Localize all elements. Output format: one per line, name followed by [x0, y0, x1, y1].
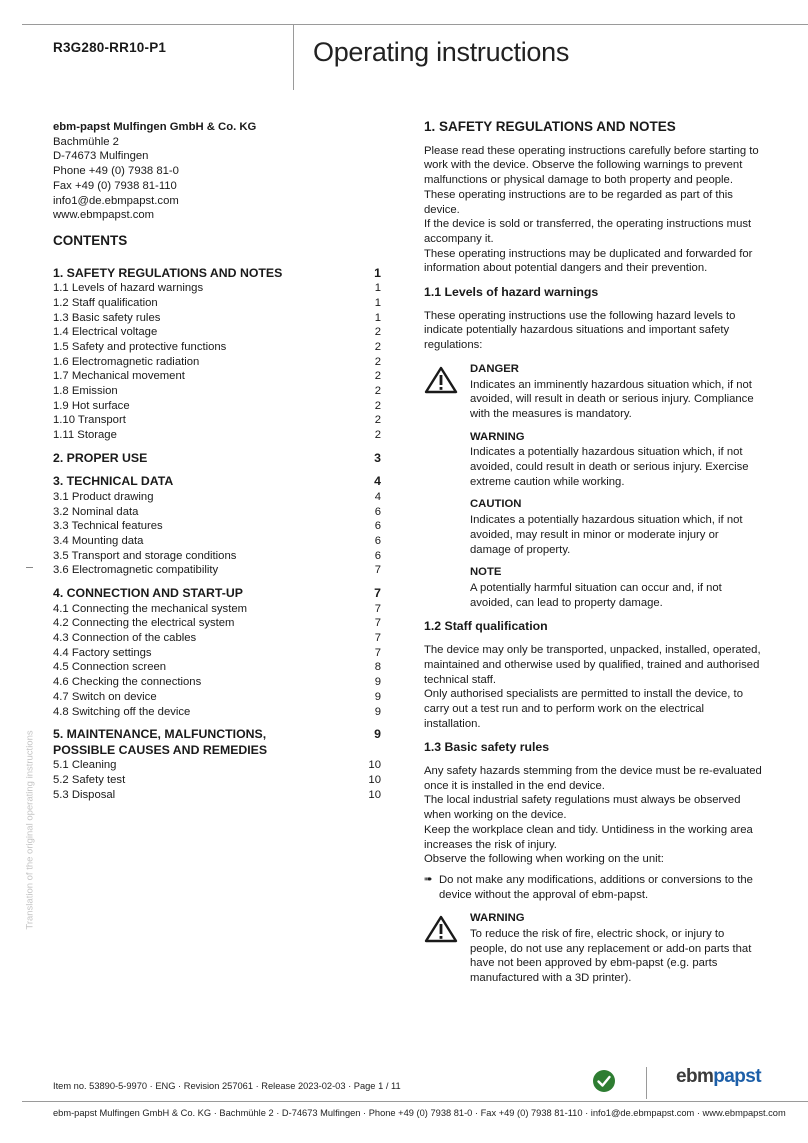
toc-page-number: 7 [374, 586, 381, 601]
toc-item[interactable] [53, 788, 381, 803]
green-badge-icon [592, 1069, 616, 1093]
toc-page-number: 2 [374, 414, 381, 427]
toc-item-label: 3.6 Electromagnetic compatibility [53, 564, 219, 577]
paragraph: The device may only be transported, unpacked, installed, operated, maintained and otherwise used by qualified, trained and authorised technical staff. [424, 644, 761, 686]
company-fax: Fax +49 (0) 7938 81-110 [53, 179, 177, 192]
toc-page-number: 9 [374, 690, 381, 703]
paragraph: Keep the workplace clean and tidy. Untidiness in the working area increases the risk of injury. [424, 823, 753, 851]
hazard-label: NOTE [470, 566, 502, 579]
toc-item-label: 3.4 Mounting data [53, 534, 144, 547]
company-email[interactable]: info1@de.ebmpapst.com [53, 194, 179, 207]
paragraph: Any safety hazards stemming from the device must be re-evaluated once it is installed in the end device. [424, 765, 762, 792]
toc-item-label: 4.5 Connection screen [53, 661, 167, 674]
toc-item-label: 1.3 Basic safety rules [53, 311, 161, 324]
section-1-1-heading: 1.1 Levels of hazard warnings [424, 285, 599, 300]
toc-item[interactable] [53, 690, 381, 705]
section-1-heading: 1. SAFETY REGULATIONS AND NOTES [424, 119, 676, 134]
toc-page-number: 2 [374, 429, 381, 442]
company-street: Bachmühle 2 [53, 135, 119, 148]
toc-page-number: 3 [374, 450, 381, 465]
footer-address: ebm-papst Mulfingen GmbH & Co. KG · Bachmühle 2 · D-74673 Mulfingen · Phone +49 (0) 7938 81-0 · Fax +49 (0) 7938 81-110 · info1@de.ebmpapst.com · www.ebmpapst.com [53, 1108, 786, 1118]
toc-item-label: 1.4 Electrical voltage [53, 326, 158, 339]
toc-section[interactable] [53, 586, 381, 602]
toc-item[interactable] [53, 369, 381, 384]
toc-item[interactable] [53, 602, 381, 617]
toc-item[interactable] [53, 355, 381, 370]
toc-page-number: 9 [374, 727, 381, 742]
toc-section[interactable] [53, 727, 381, 758]
paragraph: The local industrial safety regulations must always be observed when working on the device. [424, 794, 741, 822]
toc-item[interactable] [53, 384, 381, 399]
list-item [424, 873, 762, 902]
toc-item[interactable] [53, 758, 381, 773]
paragraph: These operating instructions use the following hazard levels to indicate potentially hazardous situations and important safety regulations: [424, 309, 736, 352]
toc-item[interactable] [53, 646, 381, 661]
toc-section-label: 3. TECHNICAL DATA [53, 474, 174, 489]
paragraph: These operating instructions may be duplicated and forwarded for information about potential dangers and their prevention. [424, 247, 753, 275]
table-of-contents [53, 266, 381, 803]
toc-item[interactable] [53, 505, 381, 520]
toc-section-label: 2. PROPER USE [53, 450, 148, 465]
toc-item[interactable] [53, 705, 381, 720]
toc-page-number: 6 [374, 520, 381, 533]
toc-page-number: 7 [374, 602, 381, 615]
toc-page-number: 8 [374, 661, 381, 674]
toc-page-number: 10 [368, 773, 381, 786]
toc-item-label: 4.4 Factory settings [53, 646, 152, 659]
toc-section-label: 4. CONNECTION AND START-UP [53, 586, 243, 601]
toc-item-label: 1.10 Transport [53, 414, 126, 427]
logo-divider [646, 1067, 647, 1099]
hazard-text: To reduce the risk of fire, electric shock, or injury to people, do not use any replacement or add-on parts that have not been approved by ebm-papst (e.g. parts manufactured with a 3D printer). [470, 928, 752, 985]
toc-item[interactable] [53, 549, 381, 564]
toc-section[interactable] [53, 266, 381, 282]
toc-item-label: 5.3 Disposal [53, 788, 116, 801]
toc-item-label: 1.8 Emission [53, 385, 118, 398]
toc-item-label: 1.2 Staff qualification [53, 296, 158, 309]
toc-item-label: 4.6 Checking the connections [53, 676, 202, 689]
toc-page-number: 6 [374, 549, 381, 562]
toc-section-label: 5. MAINTENANCE, MALFUNCTIONS, POSSIBLE CAUSES AND REMEDIES [53, 727, 268, 757]
toc-page-number: 6 [374, 505, 381, 518]
hazard-levels [424, 362, 762, 611]
toc-section-label: 1. SAFETY REGULATIONS AND NOTES [53, 265, 283, 280]
toc-section[interactable] [53, 474, 381, 490]
toc-item[interactable] [53, 296, 381, 311]
company-name: ebm-papst Mulfingen GmbH & Co. KG [53, 121, 257, 133]
right-column [424, 120, 762, 986]
company-address [53, 120, 381, 223]
company-city: D-74673 Mulfingen [53, 150, 149, 163]
section-1-2-heading: 1.2 Staff qualification [424, 619, 548, 634]
toc-item[interactable] [53, 325, 381, 340]
toc-item-label: 3.5 Transport and storage conditions [53, 549, 237, 562]
toc-page-number: 1 [374, 296, 381, 309]
toc-item-label: 1.1 Levels of hazard warnings [53, 282, 204, 295]
toc-item-label: 3.1 Product drawing [53, 490, 154, 503]
header-divider [293, 24, 294, 90]
toc-item-label: 1.6 Electromagnetic radiation [53, 355, 200, 368]
toc-item[interactable] [53, 534, 381, 549]
toc-item-label: 1.11 Storage [53, 429, 117, 442]
toc-item[interactable] [53, 675, 381, 690]
toc-section[interactable] [53, 451, 381, 467]
hazard-caution [470, 497, 762, 557]
toc-item-label: 3.2 Nominal data [53, 505, 139, 518]
toc-item-label: 5.1 Cleaning [53, 759, 117, 772]
toc-item-label: 4.1 Connecting the mechanical system [53, 602, 248, 615]
toc-page-number: 2 [374, 399, 381, 412]
toc-page-number: 2 [374, 370, 381, 383]
toc-page-number: 9 [374, 676, 381, 689]
section-1-3-heading: 1.3 Basic safety rules [424, 740, 550, 755]
toc-page-number: 7 [374, 564, 381, 577]
toc-item[interactable] [53, 281, 381, 296]
hazard-text: A potentially harmful situation can occur and, if not avoided, can lead to property damage. [470, 581, 722, 609]
toc-item[interactable] [53, 340, 381, 355]
toc-item[interactable] [53, 660, 381, 675]
hazard-label: CAUTION [470, 498, 522, 511]
toc-page-number: 2 [374, 385, 381, 398]
toc-page-number: 1 [374, 265, 381, 280]
toc-item-label: 4.7 Switch on device [53, 690, 157, 703]
company-website[interactable]: www.ebmpapst.com [53, 209, 155, 222]
paragraph: These operating instructions are to be regarded as part of this device. [424, 188, 733, 216]
toc-item[interactable] [53, 428, 381, 443]
toc-item[interactable] [53, 519, 381, 534]
toc-item[interactable] [53, 563, 381, 578]
warning-triangle-icon [424, 911, 470, 986]
toc-item-label: 1.5 Safety and protective functions [53, 340, 227, 353]
company-phone: Phone +49 (0) 7938 81-0 [53, 165, 179, 178]
hazard-text: Indicates a potentially hazardous situation which, if not avoided, could result in death or serious injury. Exercise extreme caution while working. [470, 446, 749, 488]
toc-item[interactable] [53, 413, 381, 428]
document-title: Operating instructions [313, 37, 570, 67]
toc-item[interactable] [53, 616, 381, 631]
toc-item[interactable] [53, 490, 381, 505]
paragraph: Observe the following when working on the unit: [424, 853, 664, 866]
toc-item[interactable] [53, 773, 381, 788]
toc-page-number: 1 [374, 282, 381, 295]
toc-item-label: 4.8 Switching off the device [53, 705, 191, 718]
toc-page-number: 7 [374, 646, 381, 659]
paragraph: Only authorised specialists are permitted to install the device, to carry out a test run and to perform work on the electrical installation. [424, 688, 743, 730]
contents-heading: CONTENTS [53, 232, 128, 248]
toc-page-number: 7 [374, 617, 381, 630]
hazard-label: WARNING [470, 430, 525, 443]
hazard-text: Indicates an imminently hazardous situation which, if not avoided, will result in death or serious injury. Compliance with the measures is mandatory. [470, 378, 754, 420]
toc-page-number: 7 [374, 631, 381, 644]
hazard-warning [470, 430, 762, 490]
toc-item-label: 1.7 Mechanical movement [53, 370, 185, 383]
toc-page-number: 4 [374, 474, 381, 489]
footer-rule [22, 1101, 808, 1102]
hazard-text: Indicates a potentially hazardous situation which, if not avoided, may result in minor or moderate injury or damage of property. [470, 514, 743, 556]
toc-item-label: 4.2 Connecting the electrical system [53, 617, 235, 630]
toc-page-number: 2 [374, 340, 381, 353]
hazard-danger [470, 362, 762, 422]
translation-note: Translation of the original operating instructions [24, 730, 36, 930]
hazard-note [470, 565, 762, 610]
paragraph: If the device is sold or transferred, the operating instructions must accompany it. [424, 218, 752, 245]
toc-page-number: 6 [374, 534, 381, 547]
paragraph: Please read these operating instructions carefully before starting to work with the device. Observe the following warnings to prevent malfunctions or physical damage to both property and people. [424, 144, 759, 187]
toc-item-label: 3.3 Technical features [53, 520, 163, 533]
toc-page-number: 10 [368, 759, 381, 772]
toc-page-number: 9 [374, 705, 381, 718]
toc-page-number: 4 [374, 490, 381, 503]
toc-item[interactable] [53, 311, 381, 326]
ebmpapst-logo: ebmpapst [676, 1066, 761, 1087]
toc-item-label: 4.3 Connection of the cables [53, 631, 197, 644]
arrow-bullet-icon: ➠ [424, 873, 433, 885]
list-item-text: Do not make any modifications, additions or conversions to the device without the approval of ebm-papst. [439, 873, 753, 901]
model-number: R3G280-RR10-P1 [53, 40, 167, 55]
toc-page-number: 1 [374, 311, 381, 324]
left-column [53, 120, 381, 802]
hazard-label: WARNING [470, 912, 525, 925]
toc-page-number: 10 [368, 788, 381, 801]
header-top-rule [22, 24, 808, 25]
footer-item-info: Item no. 53890-5-9970 · ENG · Revision 257061 · Release 2023-02-03 · Page 1 / 11 [53, 1081, 401, 1091]
toc-item[interactable] [53, 631, 381, 646]
hazard-label: DANGER [470, 362, 519, 375]
warning-block [424, 911, 762, 986]
fold-mark [26, 567, 33, 568]
toc-item-label: 5.2 Safety test [53, 773, 126, 786]
warning-triangle-icon [424, 362, 470, 611]
toc-page-number: 2 [374, 326, 381, 339]
toc-item[interactable] [53, 399, 381, 414]
toc-item-label: 1.9 Hot surface [53, 399, 130, 412]
toc-page-number: 2 [374, 355, 381, 368]
